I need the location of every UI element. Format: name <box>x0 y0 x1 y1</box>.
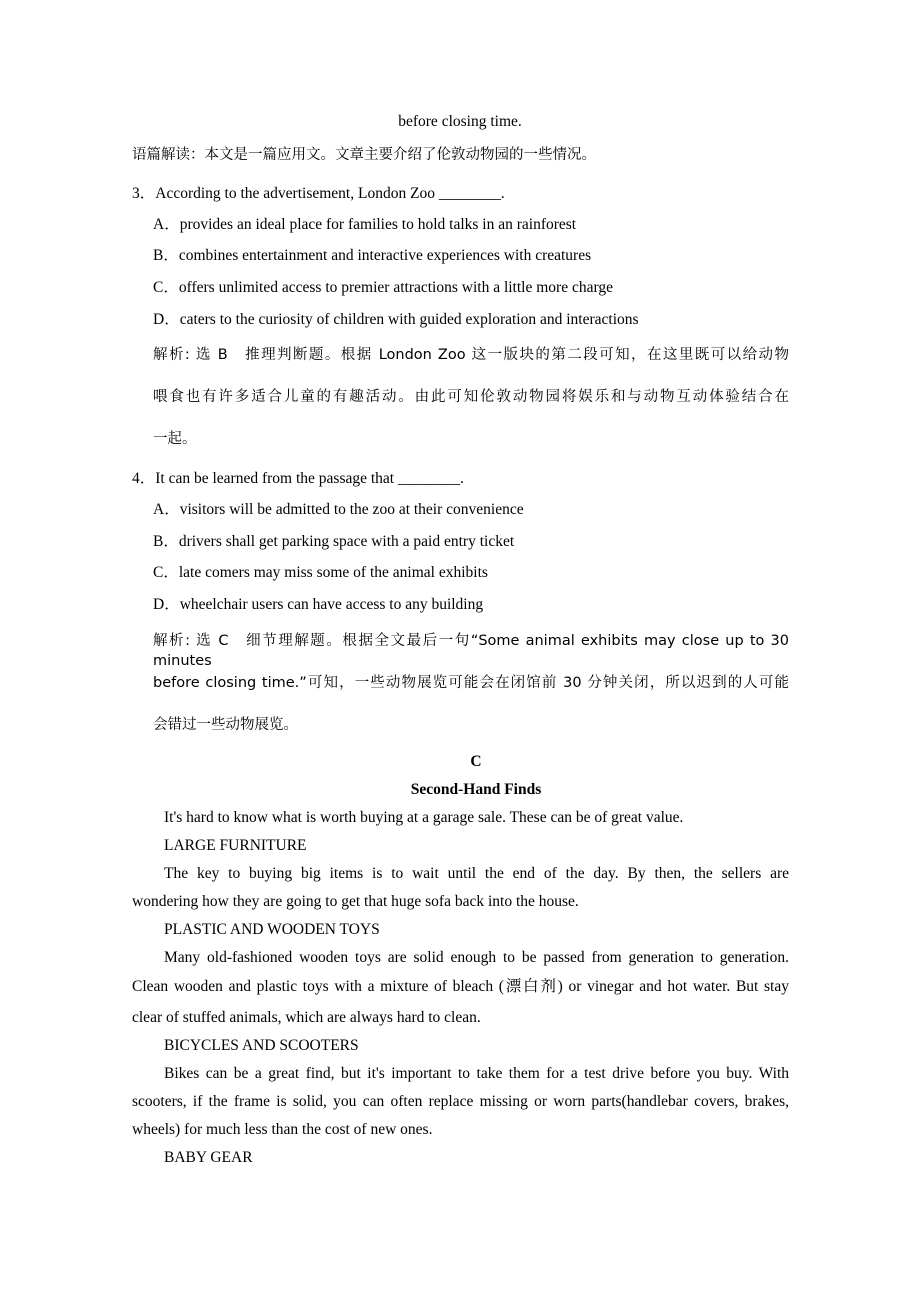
question-4-option-c: C．late comers may miss some of the animal exhibits <box>153 564 488 581</box>
heading-toys: PLASTIC AND WOODEN TOYS <box>164 921 380 938</box>
question-4-analysis-line-1: 解析: 选 C 细节理解题。根据全文最后一句“Some animal exhibits may close up to 30 minutes <box>153 633 789 669</box>
question-3-option-c: C．offers unlimited access to premier attractions with a little more charge <box>153 279 613 296</box>
heading-baby-gear: BABY GEAR <box>164 1149 253 1166</box>
question-3-stem: 3．According to the advertisement, London Zoo ________. <box>132 185 505 202</box>
question-3-option-a: A．provides an ideal place for families to hold talks in an rainforest <box>153 216 577 233</box>
question-3-option-b: B．combines entertainment and interactive experiences with creatures <box>153 247 592 264</box>
bikes-paragraph-line-1: Bikes can be a great find, but it's important to take them for a test drive before you buy. With <box>164 1065 789 1082</box>
top-continuation-text: before closing time. <box>398 113 522 130</box>
question-4-stem: 4．It can be learned from the passage that ________. <box>132 470 464 487</box>
bikes-paragraph-line-2: scooters, if the frame is solid, you can often replace missing or worn parts(handlebar covers, brakes, <box>132 1093 789 1110</box>
section-intro: It's hard to know what is worth buying at a garage sale. These can be of great value. <box>164 809 684 826</box>
question-4-analysis-line-3: 会错过一些动物展览。 <box>153 717 298 733</box>
question-3-option-d: D．caters to the curiosity of children with guided exploration and interactions <box>153 311 639 328</box>
question-3-analysis-line-2: 喂食也有许多适合儿童的有趣活动。由此可知伦敦动物园将娱乐和与动物互动体验结合在 <box>153 389 789 405</box>
heading-bicycles: BICYCLES AND SCOOTERS <box>164 1037 359 1054</box>
section-letter: C <box>470 753 482 770</box>
question-4-option-b: B．drivers shall get parking space with a paid entry ticket <box>153 533 515 550</box>
question-4-analysis-line-2: before closing time.”可知，一些动物展览可能会在闭馆前 30 分钟关闭，所以迟到的人可能 <box>153 675 789 691</box>
section-title: Second-Hand Finds <box>410 781 542 798</box>
question-3-analysis-line-1: 解析: 选 B 推理判断题。根据 London Zoo 这一版块的第二段可知，在这里既可以给动物 <box>153 347 789 363</box>
furniture-paragraph-line-2: wondering how they are going to get that huge sofa back into the house. <box>132 893 579 910</box>
question-4-option-d: D．wheelchair users can have access to any building <box>153 596 484 613</box>
toys-paragraph-line-2: Clean wooden and plastic toys with a mixture of bleach (漂白剂) or vinegar and hot water. But stay <box>132 978 789 995</box>
heading-large-furniture: LARGE FURNITURE <box>164 837 307 854</box>
passage-note: 语篇解读：本文是一篇应用文。文章主要介绍了伦敦动物园的一些情况。 <box>132 147 596 163</box>
toys-paragraph-line-1: Many old-fashioned wooden toys are solid enough to be passed from generation to generation. <box>164 949 789 966</box>
bikes-paragraph-line-3: wheels) for much less than the cost of new ones. <box>132 1121 433 1138</box>
question-3-analysis-line-3: 一起。 <box>153 431 197 447</box>
question-4-option-a: A．visitors will be admitted to the zoo at their convenience <box>153 501 524 518</box>
toys-paragraph-line-3: clear of stuffed animals, which are always hard to clean. <box>132 1009 481 1026</box>
furniture-paragraph-line-1: The key to buying big items is to wait until the end of the day. By then, the sellers are <box>164 865 789 882</box>
